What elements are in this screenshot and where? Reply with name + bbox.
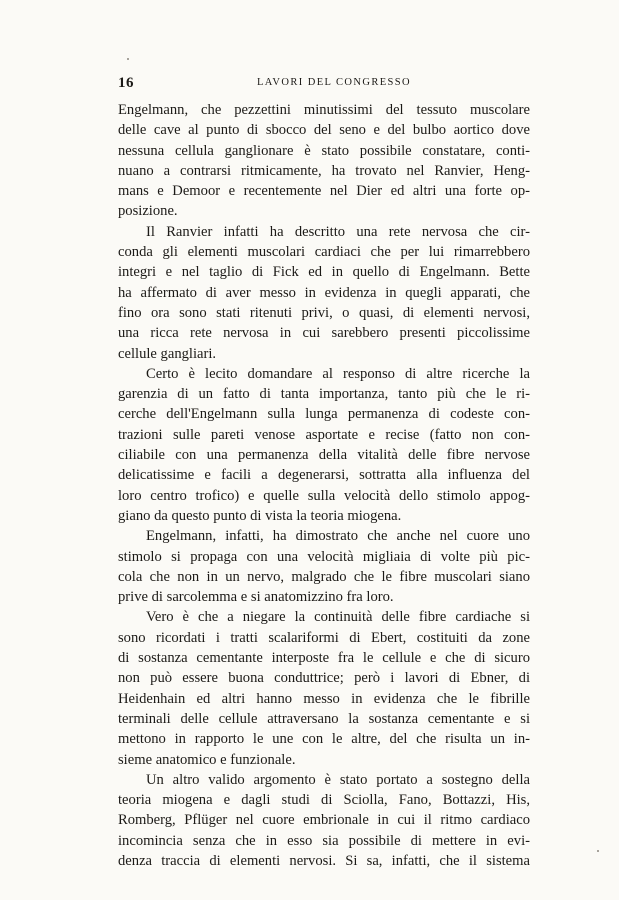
- paragraph-start-line: Il Ranvier infatti ha descritto una rete nervosa che cir-: [146, 223, 530, 240]
- text-line: fino ora sono stati ritenuti privi, o quasi, di elementi nervosi,: [118, 304, 530, 321]
- text-line: mans e Demoor e recentemente nel Dier ed altri una forte op-: [118, 183, 530, 200]
- text-line: sieme anatomico e funzionale.: [118, 751, 296, 768]
- text-line: Engelmann, che pezzettini minutissimi del tessuto muscolare: [118, 102, 530, 118]
- scan-speck: [127, 58, 129, 60]
- text-line: giano da questo punto di vista la teoria miogena.: [118, 507, 402, 524]
- text-line: nuano a contrarsi ritmicamente, ha trovato nel Ranvier, Heng-: [118, 162, 530, 179]
- text-line: sono ricordati i tratti scalariformi di Ebert, costituiti da zone: [118, 629, 530, 646]
- text-line: denza traccia di elementi nervosi. Si sa, infatti, che il sistema: [118, 852, 530, 869]
- text-line: ciliabile con una permanenza della vitalità delle fibre nervose: [118, 447, 530, 464]
- text-line: posizione.: [118, 203, 178, 220]
- text-line: ha affermato di aver messo in evidenza in quegli apparati, che: [118, 284, 530, 301]
- text-line: nessuna cellula ganglionare è stato possibile constatare, conti-: [118, 142, 530, 159]
- text-line: loro centro trofico) e quelle sulla velocità dello stimolo appog-: [118, 487, 530, 504]
- text-line: trazioni sulle pareti venose asportate e recise (fatto non con-: [118, 426, 530, 443]
- text-line: cerche dell'Engelmann sulla lunga permanenza di codeste con-: [118, 406, 530, 423]
- paragraph-start-line: Certo è lecito domandare al responso di altre ricerche la: [146, 365, 530, 382]
- text-line: terminali delle cellule attraversano la sostanza cementante e si: [118, 710, 530, 727]
- text-line: Romberg, Pflüger nel cuore embrionale in cui il ritmo cardiaco: [118, 812, 530, 829]
- page-number: 16: [118, 75, 134, 91]
- paragraph-start-line: Vero è che a niegare la continuità delle fibre cardiache si: [146, 609, 530, 626]
- text-line: stimolo si propaga con una velocità migliaia di volte più pic-: [118, 548, 530, 565]
- text-line: teoria miogena e dagli studi di Sciolla, Fano, Bottazzi, His,: [118, 792, 530, 809]
- text-line: integri e nel taglio di Fick ed in quello di Engelmann. Bette: [118, 264, 530, 281]
- body-text: [118, 100, 530, 871]
- text-line: di sostanza cementante interposte fra le cellule e che di sicuro: [118, 650, 530, 667]
- text-line: mettono in rapporto le une con le altre, del che risulta un in-: [118, 731, 530, 748]
- text-line: prive di sarcolemma e si anatomizzino fra loro.: [118, 589, 394, 606]
- text-line: non può essere buona conduttrice; però i lavori di Ebner, di: [118, 670, 530, 687]
- paragraph-start-line: Engelmann, infatti, ha dimostrato che anche nel cuore uno: [146, 528, 530, 545]
- text-line: cellule gangliari.: [118, 345, 217, 362]
- text-line: delicatissime e facili a degenerarsi, sottratta alla influenza del: [118, 467, 530, 484]
- running-title: LAVORI DEL CONGRESSO: [256, 77, 411, 88]
- text-line: Heidenhain ed altri hanno messo in evidenza che le fibrille: [118, 690, 530, 707]
- text-line: conda gli elementi muscolari cardiaci che per lui rimarrebbero: [118, 244, 530, 261]
- text-line: delle cave al punto di sbocco del seno e del bulbo aortico dove: [118, 122, 530, 139]
- scan-speck: [597, 850, 599, 852]
- text-line: garenzia di un fatto di tanta importanza, tanto più che le ri-: [118, 386, 530, 403]
- page-header: [118, 75, 530, 95]
- text-line: una ricca rete nervosa in cui sarebbero presenti piccolissime: [118, 325, 530, 342]
- text-line: cola che non in un nervo, malgrado che le fibre muscolari siano: [118, 568, 530, 585]
- text-line: incomincia senza che in esso sia possibile di mettere in evi-: [118, 832, 530, 849]
- paragraph-start-line: Un altro valido argomento è stato portato a sostegno della: [146, 771, 530, 788]
